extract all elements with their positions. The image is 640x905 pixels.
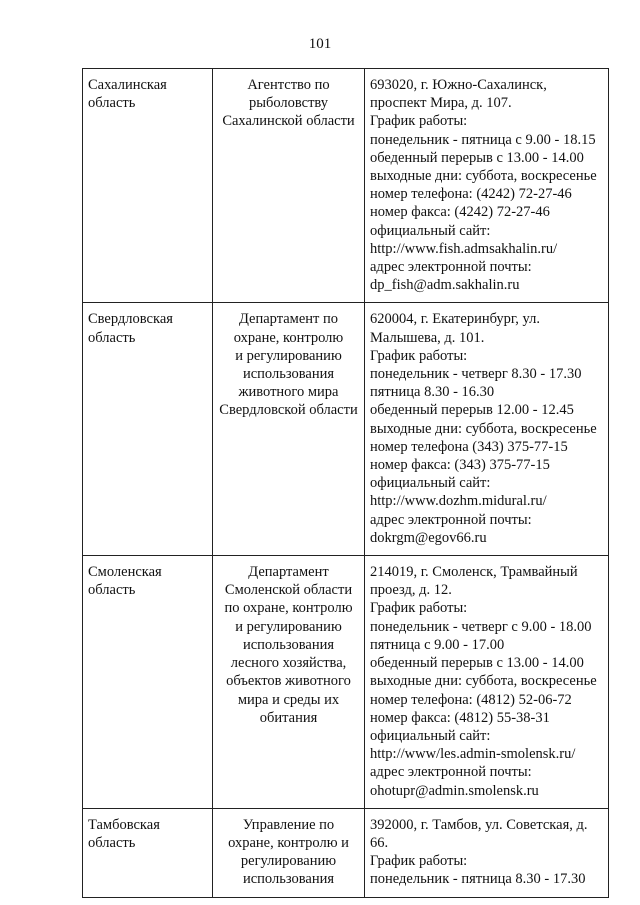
agency-line: Департамент xyxy=(248,564,329,581)
contact-line: dp_fish@adm.sakhalin.ru xyxy=(370,277,520,294)
contact-line: пятница 8.30 - 16.30 xyxy=(370,384,495,401)
region-cell xyxy=(83,303,213,556)
contact-line: официальный сайт: xyxy=(370,727,491,744)
agencies-table xyxy=(82,68,609,898)
contact-line: адрес электронной почты: xyxy=(370,259,532,276)
contact-line: 392000, г. Тамбов, ул. Советская, д. xyxy=(370,816,588,833)
contact-line: номер телефона: (4242) 72-27-46 xyxy=(370,186,572,203)
agency-line: использования xyxy=(242,366,335,383)
contact-line: проезд, д. 12. xyxy=(370,582,452,599)
region-line: область xyxy=(88,834,136,851)
agency-line: объектов животного xyxy=(226,673,351,690)
contact-line: http://www.dozhm.midural.ru/ xyxy=(370,493,547,510)
contact-line: номер телефона (343) 375-77-15 xyxy=(370,438,568,455)
contact-line: понедельник - пятница 8.30 - 17.30 xyxy=(370,871,586,888)
table-row xyxy=(83,808,609,897)
region-line: область xyxy=(88,95,136,112)
contact-line: адрес электронной почты: xyxy=(370,764,532,781)
agency-line: рыболовству xyxy=(248,95,329,112)
region-cell xyxy=(83,69,213,303)
contact-cell xyxy=(365,303,609,556)
agency-line: Смоленской области xyxy=(224,582,353,599)
contact-line: обеденный перерыв с 13.00 - 14.00 xyxy=(370,655,584,672)
agency-cell xyxy=(213,556,365,809)
agency-line: использования xyxy=(242,636,335,653)
agency-cell xyxy=(213,303,365,556)
contact-line: обеденный перерыв 12.00 - 12.45 xyxy=(370,402,574,419)
contact-line: номер факса: (4812) 55-38-31 xyxy=(370,709,550,726)
contact-line: номер телефона: (4812) 52-06-72 xyxy=(370,691,572,708)
agency-line: использования xyxy=(242,871,335,888)
contact-line: пятница с 9.00 - 17.00 xyxy=(370,636,505,653)
agency-line: и регулированию xyxy=(235,618,342,635)
agency-line: регулированию xyxy=(240,853,337,870)
contact-line: выходные дни: суббота, воскресенье xyxy=(370,673,597,690)
contact-cell xyxy=(365,556,609,809)
contact-cell xyxy=(365,808,609,897)
agency-line: Сахалинской области xyxy=(222,113,355,130)
region-line: Тамбовская xyxy=(88,816,160,833)
contact-line: График работы: xyxy=(370,347,468,364)
contact-line: официальный сайт: xyxy=(370,222,491,239)
contact-line: ohotupr@admin.smolensk.ru xyxy=(370,782,539,799)
agency-line: охране, контролю и xyxy=(228,834,349,851)
contact-line: http://www/les.admin-smolensk.ru/ xyxy=(370,746,576,763)
contact-cell xyxy=(365,69,609,303)
agency-line: по охране, контролю xyxy=(224,600,353,617)
contact-line: 693020, г. Южно-Сахалинск, xyxy=(370,77,547,93)
contact-line: График работы: xyxy=(370,113,468,130)
region-line: Свердловская xyxy=(88,311,173,328)
region-line: область xyxy=(88,329,136,346)
agency-line: охране, контролю xyxy=(233,329,344,346)
region-line: Сахалинская xyxy=(88,77,167,93)
table-row xyxy=(83,69,609,303)
contact-line: понедельник - пятница с 9.00 - 18.15 xyxy=(370,131,596,148)
contact-line: 214019, г. Смоленск, Трамвайный xyxy=(370,564,578,581)
contact-line: номер факса: (4242) 72-27-46 xyxy=(370,204,550,221)
region-line: область xyxy=(88,582,136,599)
agency-line: лесного хозяйства, xyxy=(230,655,347,672)
page-number: 101 xyxy=(308,36,332,52)
table-row xyxy=(83,556,609,809)
agency-line: Агентство по xyxy=(247,77,330,93)
contact-line: Малышева, д. 101. xyxy=(370,329,485,346)
agency-line: животного мира xyxy=(238,384,339,401)
agency-line: обитания xyxy=(259,709,318,726)
contact-line: обеденный перерыв с 13.00 - 14.00 xyxy=(370,149,584,166)
agency-cell xyxy=(213,808,365,897)
contact-line: проспект Мира, д. 107. xyxy=(370,95,512,112)
contact-line: адрес электронной почты: xyxy=(370,511,532,528)
contact-line: График работы: xyxy=(370,600,468,617)
agency-cell xyxy=(213,69,365,303)
agency-line: мира и среды их xyxy=(237,691,340,708)
region-line: Смоленская xyxy=(88,564,162,581)
contact-line: 620004, г. Екатеринбург, ул. xyxy=(370,311,540,328)
contact-line: понедельник - четверг 8.30 - 17.30 xyxy=(370,366,582,383)
agency-line: и регулированию xyxy=(235,347,342,364)
contact-line: 66. xyxy=(370,834,389,851)
contact-line: номер факса: (343) 375-77-15 xyxy=(370,457,550,474)
contact-line: График работы: xyxy=(370,853,468,870)
table-row xyxy=(83,303,609,556)
region-cell xyxy=(83,556,213,809)
contact-line: dokrgm@egov66.ru xyxy=(370,529,487,546)
agency-line: Департамент по xyxy=(238,311,339,328)
contact-line: выходные дни: суббота, воскресенье xyxy=(370,168,597,185)
region-cell xyxy=(83,808,213,897)
contact-line: http://www.fish.admsakhalin.ru/ xyxy=(370,240,558,257)
table-body xyxy=(83,69,609,898)
contact-line: официальный сайт: xyxy=(370,475,491,492)
agency-line: Управление по xyxy=(242,816,335,833)
contact-line: выходные дни: суббота, воскресенье xyxy=(370,420,597,437)
agency-line: Свердловской области xyxy=(219,402,358,419)
contact-line: понедельник - четверг с 9.00 - 18.00 xyxy=(370,618,592,635)
